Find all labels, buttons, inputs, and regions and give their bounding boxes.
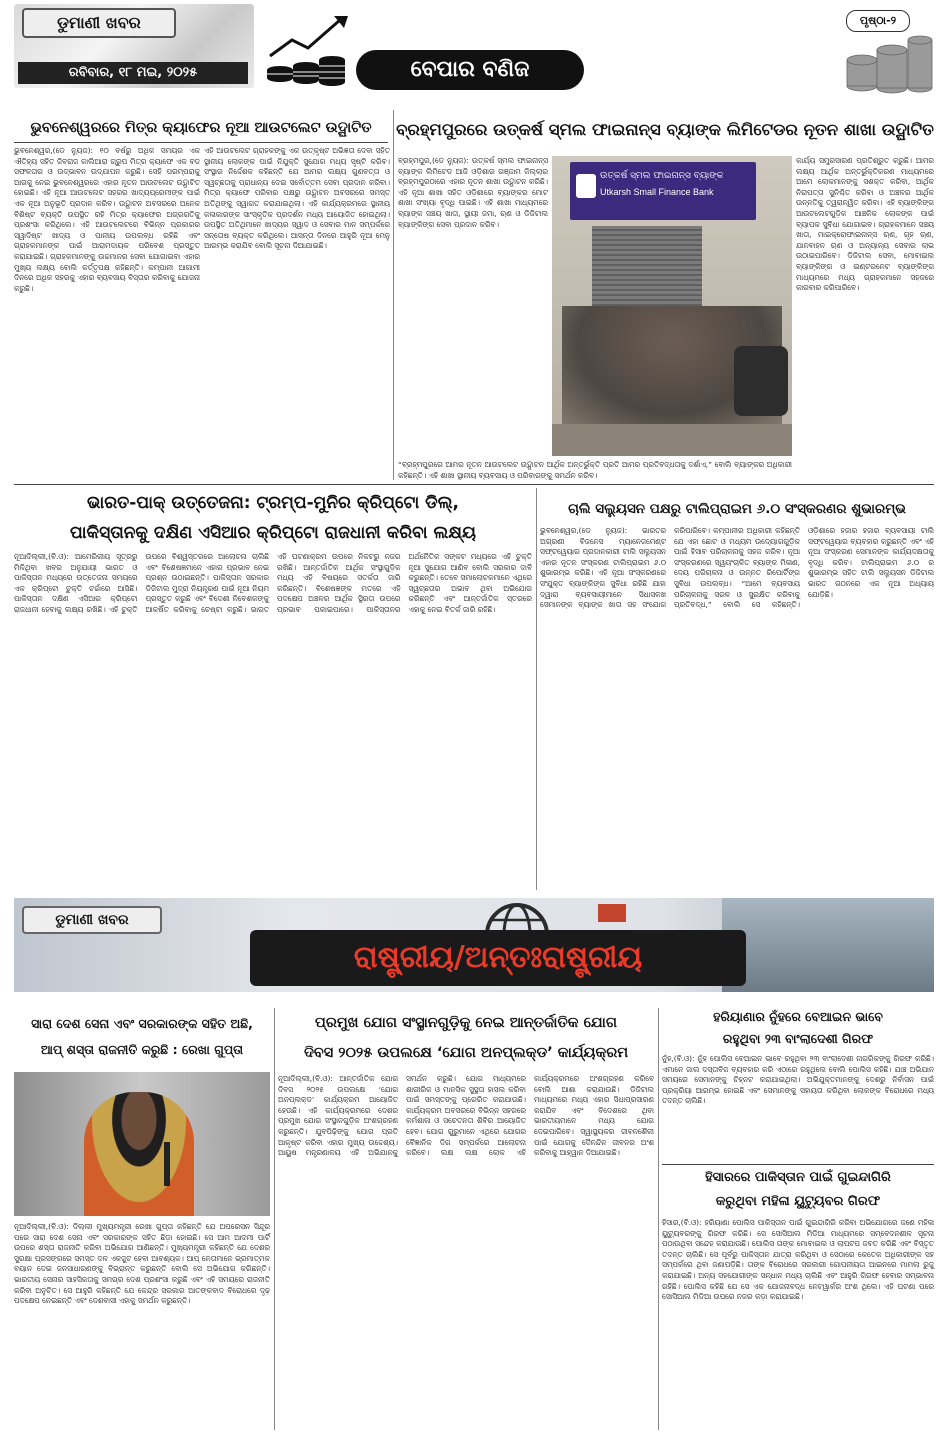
rekha-gupta-photo [14, 1072, 270, 1216]
article6-body: ନୂଆଦିଲ୍ଲୀ,(ବି.ଓ): ଆନ୍ତର୍ଜାତିକ ଯୋଗ ଦିବସ ୨୦୨୫ ଉପଲକ୍ଷେ ‘ଯୋଗ ଅନପ୍ଲକ୍ଡ’ କାର୍ଯ୍ୟକ୍ରମ ଆୟୋଜିତ ହେଉଛି। ଏହି କାର୍ଯ୍ୟକ୍ରମରେ ଦେଶର ପ୍ରମୁଖ ଯୋଗ ସଂସ୍ଥାନଗୁଡ଼ିକ ଅଂଶଗ୍ରହଣ କରୁଛନ୍ତି। ଯୁବପିଢ଼ିଙ୍କୁ ଯୋଗ ପ୍ରତି ଆକୃଷ୍ଟ କରିବା ଏହାର ମୁଖ୍ୟ ଉଦ୍ଦେଶ୍ୟ। ଆୟୁଷ ମନ୍ତ୍ରଣାଳୟ ଏହି ଅଭିଯାନକୁ ସମର୍ଥନ କରୁଛି। ଯୋଗ ମାଧ୍ୟମରେ ଶାରୀରିକ ଓ ମାନସିକ ସୁସ୍ଥତା ହାସଲ କରିବା ପାଇଁ ସମସ୍ତଙ୍କୁ ପ୍ରେରିତ କରାଯାଉଛି। କାର୍ଯ୍ୟକ୍ରମ ଅବସରରେ ବିଭିନ୍ନ ସହରରେ କର୍ମଶାଳା ଓ ସଚେତନତା ଶିବିର ଆୟୋଜିତ ହେବ। ଯୋଗ ଗୁରୁମାନେ ଏଥିରେ ଯୋଗର ବୈଜ୍ଞାନିକ ଦିଗ ସମ୍ପର୍କରେ ଆଲୋଚନା କରିବେ। ଲକ୍ଷ ଲକ୍ଷ ଲୋକ ଏହି କାର୍ଯ୍ୟକ୍ରମରେ ଅଂଶଗ୍ରହଣ କରିବେ ବୋଲି ଆଶା କରାଯାଉଛି। ଡିଜିଟାଲ ମାଧ୍ୟମରେ ମଧ୍ୟ ଏହାର ସିଧାପ୍ରସାରଣ କରାଯିବ ଏବଂ ବିଦେଶରେ ଥିବା ଭାରତୀୟମାନେ ମଧ୍ୟ ଯୋଗ ଦେଇପାରିବେ। ସ୍ୱାସ୍ଥ୍ୟକର ଜୀବନଶୈଳୀ ପାଇଁ ଯୋଗକୁ ଦୈନନ୍ଦିନ ଜୀବନର ଅଂଶ କରିବାକୁ ଆହ୍ୱାନ ଦିଆଯାଇଛି। [278, 1074, 657, 1158]
article8-body: ହିସାର,(ବି.ଓ): ହରିୟାଣା ପୋଲିସ ପାକିସ୍ତାନ ପାଇଁ ଗୁଇନ୍ଦାଗିରି କରିବା ଅଭିଯୋଗରେ ଜଣେ ମହିଳା ୟୁଟ୍ୟୁବରଙ୍କୁ ଗିରଫ କରିଛି। ସେ ସୋସିଆଲ ମିଡିଆ ମାଧ୍ୟମରେ ସମ୍ବେଦନଶୀଳ ସୂଚନା ପଠାଉଥିବା ସନ୍ଦେହ କରାଯାଉଛି। ପୋଲିସ ତାଙ୍କ ମୋବାଇଲ ଓ ଲାପଟପ ଜବତ କରିଛି ଏବଂ ବିସ୍ତୃତ ତଦନ୍ତ ଚାଲିଛି। ସେ ପୂର୍ବରୁ ପାକିସ୍ତାନ ଯାତ୍ରା କରିଥିବା ଓ ସେଠାରେ କେତେକ ଅଧିକାରୀଙ୍କ ସହ ସମ୍ପର୍କରେ ଥିବା ଜଣାପଡ଼ିଛି। ତାଙ୍କ ବିରୋଧରେ ସରକାରୀ ଗୋପନୀୟତା ଆଇନରେ ମାମଲା ରୁଜୁ କରାଯାଇଛି। ଅନ୍ୟ ସହଯୋଗୀଙ୍କ ସନ୍ଧାନ ମଧ୍ୟ ଚାଲିଛି ଏବଂ ଆହୁରି ଗିରଫ ହେବାର ସମ୍ଭାବନା ରହିଛି। ପୋଲିସ କହିଛି ଯେ ସେ ଏକ ଯୋଜନାବଦ୍ଧ ନେଟୱାର୍କର ଅଂଶ ଥିଲେ। ଏହି ଘଟଣା ପରେ ସୋସିଆଲ ମିଡିଆ ଉପରେ ନଜର କଡ଼ା କରାଯାଇଛି। [662, 1218, 937, 1302]
article8-headline-line1: ହିସାରରେ ପାକିସ୍ତାନ ପାଇଁ ଗୁଇନ୍ଦାଗିରି [705, 1170, 891, 1185]
article1-col1: ଭୁବନେଶ୍ୱର,(ଡେ ନ୍ୟୁଜ): ୧୦ ବର୍ଷରୁ ଅଧିକ ସମୟର ଏକ ଐତିହ୍ୟ ସହିତ ଜିବରାଜ କାଲିଆରା ଗ୍ରୁପ ମିତ୍ର କ୍ୟାଫେ ଏକ ବଡ ସଫଳତାର ଓ ଉଦ୍ଭାବନ ଉଦ୍‌ଯାପନ କରୁଛି। ସେହି ପରମ୍ପରାକୁ ଆଗକୁ ନେଇ ଭୁବନେଶ୍ୱରରେ ଏହାର ନୂତନ ଆଉଟଲେଟ ଉଦ୍ଘାଟିତ ହୋଇଛି। ଏହି ନୂଆ ଆଉଟଲେଟ ସହରର ଖାଦ୍ୟପ୍ରେମୀଙ୍କ ପାଇଁ ଏକ ନୂଆ ଅନୁଭୂତି ପ୍ରଦାନ କରିବ। ଉଦ୍ଘାଟନ ଅବସରରେ ଅନେକ ବିଶିଷ୍ଟ ବ୍ୟକ୍ତି ଉପସ୍ଥିତ ରହି ମିତ୍ର କ୍ୟାଫେର ଅଗ୍ରଗତିକୁ ପ୍ରଶଂସା କରିଥିଲେ। ଏହି ଆଉଟଲେଟରେ ବିଭିନ୍ନ ପ୍ରକାରର ସ୍ୱାଦିଷ୍ଟ ଖାଦ୍ୟ ଓ ପାନୀୟ ଉପଲବ୍ଧ ରହିଛି ଏବଂ ଗ୍ରାହକମାନଙ୍କ ପାଇଁ ଆରାମଦାୟକ ପରିବେଶ ପ୍ରସ୍ତୁତ କରାଯାଇଛି। ଗ୍ରାହକମାନଙ୍କୁ ଉଚ୍ଚମାନର ସେବା ଯୋଗାଇବା ଏହାର ମୁଖ୍ୟ ଲକ୍ଷ୍ୟ ବୋଲି କର୍ତ୍ତୃପକ୍ଷ କହିଛନ୍ତି। କମ୍ପାନୀ ଆଗାମୀ ଦିନରେ ଅଧିକ ସହରକୁ ଏହାର ବ୍ୟବସାୟ ବିସ୍ତାର କରିବାକୁ ଯୋଜନା କରୁଛି। [14, 146, 203, 293]
motorbike [734, 346, 788, 416]
coin-stack-icon [842, 30, 934, 94]
article1-rule [14, 142, 388, 143]
masthead-date: ରବିବାର, ୧୮ ମଇ, ୨୦୨୫ [18, 62, 248, 84]
flag-icon [598, 904, 626, 922]
page-number: ପୃଷ୍ଠା-୨ [846, 10, 910, 32]
column-divider [536, 488, 537, 890]
street-ground [552, 424, 792, 456]
column-divider [393, 110, 394, 480]
article2-headline: ବ୍ରହ୍ମପୁରରେ ଉତ୍କର୍ଷ ସ୍ମଲ ଫାଇନାନ୍ସ ବ୍ୟାଙ୍କ ଲିମିଟେଡର ନୂତନ ଶାଖା ଉଦ୍ଘାଟିତ [396, 120, 934, 139]
article5-headline-line1: ସାରା ଦେଶ ସେନା ଏବଂ ସରକାରଙ୍କ ସହିତ ଅଛି, [31, 1016, 253, 1031]
article6-headline-line2: ଦିବସ ୨୦୨୫ ଉପଲକ୍ଷେ ‘ଯୋଗ ଅନପ୍ଲକ୍ଡ’ କାର୍ଯ୍ୟକ୍ରମ [303, 1045, 629, 1061]
article7-headline-line1: ହରିୟାଣାର ନୁଁହରେ ବେଆଇନ ଭାବେ [713, 1009, 883, 1024]
article2-col3: କାର୍ଯ୍ୟ ସମ୍ପ୍ରସାରଣ ପ୍ରତିଶ୍ରୁତ କରୁଛି। ଆମର ଲକ୍ଷ୍ୟ ଆର୍ଥିକ ଅନ୍ତର୍ଭୁକ୍ତିକରଣ ମାଧ୍ୟମରେ ଆମେ ଲୋକମାନଙ୍କୁ ସଶକ୍ତ କରିବା, ଆର୍ଥିକ ନିରାପତ୍ତା ସୁନିଶ୍ଚିତ କରିବା ଓ ଅଞ୍ଚଳର ଆର୍ଥିକ ଉନ୍ନତିକୁ ତ୍ୱରାନ୍ୱିତ କରିବା। ଏହି ବ୍ୟାଙ୍କିଙ୍ଗ ଆଉଟଲେଟଗୁଡ଼ିକ ଆଞ୍ଚଳିକ ଲୋକଙ୍କ ପାଇଁ ବ୍ୟାପକ ସୁବିଧା ଯୋଗାଇବ। ଗ୍ରାହକମାନେ ସଞ୍ଚୟ ଖାତା, ମାଇକ୍ରୋଫାଇନାନ୍ସ ଋଣ, ଗୃହ ଋଣ, ଯାନବାହନ ଋଣ ଓ ଅନ୍ୟାନ୍ୟ ସେବାର ଲାଭ ଉଠାଇପାରିବେ। ଡିଜିଟାଲ ସେବା, ମୋବାଇଲ ବ୍ୟାଙ୍କିଙ୍ଗ ଓ ଇଣ୍ଟରନେଟ ବ୍ୟାଙ୍କିଙ୍ଗ ମାଧ୍ୟମରେ ମଧ୍ୟ ଗ୍ରାହକମାନେ ସହଜରେ କାରବାର କରିପାରିବେ। [796, 156, 937, 293]
article5-headline-line2: ଆପ୍ ଶସ୍ତା ରାଜନୀତି କରୁଛି : ରେଖା ଗୁପ୍ତା [40, 1042, 244, 1057]
speaker-figure [84, 1092, 194, 1216]
article2-col1: ବ୍ରହ୍ମପୁର,(ଡେ ନ୍ୟୁଜ): ଉତ୍କର୍ଷ ସ୍ମଲ ଫାଇନାନ୍ସ ବ୍ୟାଙ୍କ ଲିମିଟେଡ ଆଜି ଓଡ଼ିଶାର ଗଞ୍ଜାମ ଜିଲ୍ଲାର ବ୍ରହ୍ମପୁରଠାରେ ଏହାର ନୂତନ ଶାଖା ଉଦ୍ଘାଟନ କରିଛି। ଏହି ନୂଆ ଶାଖା ସହିତ ଓଡ଼ିଶାରେ ବ୍ୟାଙ୍କର ମୋଟ ଶାଖା ସଂଖ୍ୟା ବୃଦ୍ଧି ପାଇଛି। ଏହି ଶାଖା ମାଧ୍ୟମରେ ବ୍ୟାଙ୍କ ସଞ୍ଚୟ ଖାତା, ସ୍ଥାୟୀ ଜମା, ଋଣ ଓ ଡିଜିଟାଲ ବ୍ୟାଙ୍କିଙ୍ଗ ସେବା ପ୍ରଦାନ କରିବ। [398, 156, 551, 229]
column-divider [274, 1008, 275, 1430]
masthead-brand: ଡୁମାଣୀ ଖବର [22, 8, 176, 38]
article8-headline-line2: କରୁଥିବା ମହିଳା ୟୁଟ୍ୟୁବର ଗିରଫ [715, 1194, 881, 1209]
section-title: ବେପାର ବଣିଜ [410, 57, 530, 82]
article3-headline-line1: ଭାରତ-ପାକ୍ ଉତ୍ତେଜନା: ଟ୍ରମ୍ପ-ମୁନିର କ୍ରିପ୍ଟୋ ଡିଲ୍, [87, 493, 459, 513]
banner-buildings [722, 898, 934, 992]
article-separator [662, 1164, 934, 1165]
article1-col2: ଏହି ଆଉଟଲେଟ ଗ୍ରାହକଙ୍କୁ ଏକ ଉତ୍କୃଷ୍ଟ ଅଭିଜ୍ଞତା ଦେବା ସହିତ ସ୍ଥାନୀୟ ଲୋକଙ୍କ ପାଇଁ ନିଯୁକ୍ତି ସୁଯୋଗ ମଧ୍ୟ ସୃଷ୍ଟି କରିବ। ସଂସ୍ଥାର ନିର୍ଦ୍ଦେଶକ କହିଛନ୍ତି ଯେ ଆମର ଲକ୍ଷ୍ୟ ଗୁଣବତ୍ତା ଓ ସ୍ୱଚ୍ଛତାକୁ ପ୍ରାଧାନ୍ୟ ଦେଇ ସର୍ବୋତ୍ତମ ସେବା ପ୍ରଦାନ କରିବା। ମିତ୍ର କ୍ୟାଫେ ପରିବାର ପକ୍ଷରୁ ଉଦ୍ଘାଟନ ଅବସରରେ ସମସ୍ତ ଅତିଥିଙ୍କୁ ସ୍ୱାଗତ କରାଯାଇଥିଲା। ଏହି କାର୍ଯ୍ୟକ୍ରମରେ ସ୍ଥାନୀୟ କଳାକାରଙ୍କ ସାଂସ୍କୃତିକ ପ୍ରଦର୍ଶନ ମଧ୍ୟ ଆୟୋଜିତ ହୋଇଥିଲା। ଉପସ୍ଥିତ ଅତିଥିମାନେ ଖାଦ୍ୟର ସ୍ୱାଦ ଓ ସେବାର ମାନ ସମ୍ପର୍କରେ ସନ୍ତୋଷ ବ୍ୟକ୍ତ କରିଥିଲେ। ଆସନ୍ତା ଦିନରେ ଆହୁରି ନୂଆ ମେନୁ ଆରମ୍ଭ କରାଯିବ ବୋଲି ସୂଚନା ଦିଆଯାଇଛି। [204, 146, 393, 251]
article4-headline: ଚାଲି ସଲ୍ୟୁସନ ପକ୍ଷରୁ ଟାଲିପ୍ରାଇମ ୬.୦ ସଂସ୍କରଣର ଶୁଭାରମ୍ଭ [568, 501, 906, 517]
article3-body: ନୂଆଦିଲ୍ଲୀ,(ବି.ଓ): ଆମେରିକୀୟ ସୂତ୍ରରୁ ମିଳିଥିବା ଖବର ଅନୁଯାୟୀ ଭାରତ ଓ ପାକିସ୍ତାନ ମଧ୍ୟରେ ଉତ୍ତେଜନା ସମୟରେ ଏକ କ୍ରିପ୍ଟୋ ଚୁକ୍ତି ଚର୍ଚ୍ଚାରେ ଆସିଛି। ପାକିସ୍ତାନ ଦକ୍ଷିଣ ଏସିଆର କ୍ରିପ୍ଟୋ ରାଜଧାନୀ ହେବାକୁ ଲକ୍ଷ୍ୟ ରଖିଛି। ଏହି ଚୁକ୍ତି ଉପରେ ବିଶ୍ୱସ୍ତରରେ ଆଲୋଚନା ଚାଲିଛି ଏବଂ ବିଶେଷଜ୍ଞମାନେ ଏହାର ପ୍ରଭାବ ନେଇ ପ୍ରଶ୍ନ ଉଠାଇଛନ୍ତି। ପାକିସ୍ତାନ ସରକାର ଡିଜିଟାଲ ମୁଦ୍ରା ନିୟନ୍ତ୍ରଣ ପାଇଁ ନୂଆ ନିୟମ ପ୍ରସ୍ତୁତ କରୁଛି ଏବଂ ବିଦେଶୀ ନିବେଶକଙ୍କୁ ଆକର୍ଷିତ କରିବାକୁ ଚେଷ୍ଟା କରୁଛି। ଭାରତ ଏହି ଘଟଣାକ୍ରମ ଉପରେ ନିକଟରୁ ନଜର ରଖିଛି। ଆନ୍ତର୍ଜାତିକ ଆର୍ଥିକ ସଂସ୍ଥାଗୁଡ଼ିକ ମଧ୍ୟ ଏହି ବିଷୟରେ ସତର୍କତା ଜାରି କରିଛନ୍ତି। ବିଶେଷଜ୍ଞଙ୍କ ମତରେ ଏହି ପଦକ୍ଷେପ ଅଞ୍ଚଳର ଆର୍ଥିକ ସ୍ଥିରତା ଉପରେ ପ୍ରଭାବ ପକାଇପାରେ। ପାକିସ୍ତାନର ଅର୍ଥନୈତିକ ସଙ୍କଟ ମଧ୍ୟରେ ଏହି ଚୁକ୍ତି ନୂଆ ସୁଯୋଗ ଆଣିବ ବୋଲି ସରକାର ଦାବି କରୁଛନ୍ତି। ତେବେ ସମାଲୋଚକମାନେ ଏଥିରେ ସ୍ୱଚ୍ଛତାର ଅଭାବ ଥିବା ଅଭିଯୋଗ କରିଛନ୍ତି ଏବଂ ଆନ୍ତର୍ଜାତିକ ସ୍ତରରେ ଏହାକୁ ନେଇ ବିତର୍କ ଜାରି ରହିଛି। [14, 552, 535, 614]
article6-headline-line1: ପ୍ରମୁଖ ଯୋଗ ସଂସ୍ଥାନଗୁଡ଼ିକୁ ନେଇ ଆନ୍ତର୍ଜାତିକ ଯୋଗ [315, 1015, 617, 1031]
bank-signboard [570, 162, 756, 220]
section2-title: ରାଷ୍ଟ୍ରୀୟ/ଅନ୍ତଃରାଷ୍ଟ୍ରୀୟ [353, 940, 643, 975]
column-divider [658, 1008, 659, 1430]
article7-headline-line2: ରହୁଥିବା ୨୩ ବାଂଲାଦେଶୀ ଗିରଫ [722, 1031, 874, 1046]
microphone-icon [164, 1142, 170, 1186]
masthead [0, 0, 945, 96]
article5-body: ନୂଆଦିଲ୍ଲୀ,(ବି.ଓ): ଦିଲ୍ଲୀ ମୁଖ୍ୟମନ୍ତ୍ରୀ ରେଖା ଗୁପ୍ତା କହିଛନ୍ତି ଯେ ଅପରେସନ ସିନ୍ଦୂର ପରେ ସାରା ଦେଶ ସେନା ଏବଂ ସରକାରଙ୍କ ସହିତ ଛିଡ଼ା ହୋଇଛି। ସେ ଆମ ଆଦମୀ ପାର୍ଟି ଉପରେ ଶସ୍ତା ରାଜନୀତି କରିବା ଅଭିଯୋଗ ଆଣିଛନ୍ତି। ମୁଖ୍ୟମନ୍ତ୍ରୀ କହିଛନ୍ତି ଯେ ଦେଶର ସୁରକ୍ଷା ପ୍ରସଙ୍ଗରେ ସମସ୍ତ ଦଳ ଏକଜୁଟ ହେବା ଆବଶ୍ୟକ। ଆପ୍ ନେତାମାନେ ଭ୍ରମାତ୍ମକ ବୟାନ ଦେଇ ଜନସାଧାରଣଙ୍କୁ ବିଭ୍ରାନ୍ତ କରୁଛନ୍ତି ବୋଲି ସେ ଅଭିଯୋଗ କରିଛନ୍ତି। ଭାରତୀୟ ସେନାର ସାହସିକତାକୁ ସମଗ୍ର ଦେଶ ପ୍ରଶଂସା କରୁଛି ଏବଂ ଏହି ସମୟରେ ରାଜନୀତି କରିବା ଅନୁଚିତ। ସେ ଆହୁରି କହିଛନ୍ତି ଯେ କେନ୍ଦ୍ର ସରକାର ଆତଙ୍କବାଦ ବିରୋଧରେ ଦୃଢ଼ ପଦକ୍ଷେପ ନେଇଛନ୍ତି ଏବଂ ଦେଶବାସୀ ଏହାକୁ ସମର୍ଥନ କରୁଛନ୍ତି। [14, 1222, 273, 1306]
bank-branch-photo [552, 156, 792, 456]
article3-headline-line2: ପାକିସ୍ତାନକୁ ଦକ୍ଷିଣ ଏସିଆର କ୍ରିପ୍ଟୋ ରାଜଧାନୀ କରିବା ଲକ୍ଷ୍ୟ [69, 523, 477, 543]
section2-brand: ଡୁମାଣୀ ଖବର [22, 906, 162, 934]
article1-headline: ଭୁବନେଶ୍ୱରରେ ମିତ୍ର କ୍ୟାଫେର ନୂଆ ଆଉଟଲେଟ ଉଦ୍ଘାଟିତ [30, 120, 372, 136]
shutter-door [592, 226, 702, 306]
bank-logo-icon [576, 174, 596, 198]
section-rule-1 [14, 484, 934, 485]
article7-body: ନୁଁହ,(ବି.ଓ): ନୁଁହ ପୋଲିସ ବେଆଇନ ଭାବେ ରହୁଥିବା ୨୩ ବାଂଲାଦେଶୀ ନାଗରିକଙ୍କୁ ଗିରଫ କରିଛି। ଏମାନେ ଜାଲ ଦସ୍ତାବିଜ ବ୍ୟବହାର କରି ଏଠାରେ ରହୁଥିଲେ ବୋଲି ପୋଲିସ କହିଛି। ଯାଞ୍ଚ ଅଭିଯାନ ସମୟରେ ସେମାନଙ୍କୁ ଚିହ୍ନଟ କରାଯାଇଥିଲା। ଅଭିଯୁକ୍ତମାନଙ୍କୁ ଦେଶରୁ ନିର୍ବାସନ ପାଇଁ ପ୍ରକ୍ରିୟା ଆରମ୍ଭ ହୋଇଛି ଏବଂ ସେମାନଙ୍କୁ ସହାୟତା କରିଥିବା ଲୋକଙ୍କ ବିରୋଧରେ ମଧ୍ୟ ତଦନ୍ତ ଚାଲିଛି। [662, 1054, 937, 1106]
growth-coins-icon [262, 10, 354, 92]
bank-sign-odia: ଉତ୍କର୍ଷ ସ୍ମଲ ଫାଇନାନ୍ସ ବ୍ୟାଙ୍କ [600, 171, 724, 181]
article2-quote: “ବ୍ରହ୍ମପୁରରେ ଆମର ନୂତନ ଆଉଟଲେଟ ଉଦ୍ଘାଟନ ଆର୍ଥିକ ଅନ୍ତର୍ଭୁକ୍ତି ପ୍ରତି ଆମର ପ୍ରତିବଦ୍ଧତାକୁ ଦର୍ଶାଏ,” ବୋଲି ବ୍ୟାଙ୍କର ଅଧିକାରୀ କହିଛନ୍ତି। ଏହି ଶାଖା ସ୍ଥାନୀୟ ବ୍ୟବସାୟ ଓ ପରିବାରଙ୍କୁ ସମର୍ଥନ କରିବ। [398, 460, 795, 480]
article4-body: ଭୁବନେଶ୍ୱର,(ଡେ ନ୍ୟୁଜ): ଭାରତର ଅଗ୍ରଣୀ ବିଜନେସ ମ୍ୟାନେଜମେଣ୍ଟ ସଫ୍ଟୱେୟାର ପ୍ରଦାନକାରୀ ଟାଲି ସଲ୍ୟୁସନ ଏହାର ନୂତନ ସଂସ୍କରଣ ଟାଲିପ୍ରାଇମ ୬.୦ ଶୁଭାରମ୍ଭ କରିଛି। ଏହି ନୂଆ ସଂସ୍କରଣରେ ସଂଯୁକ୍ତ ବ୍ୟାଙ୍କିଙ୍ଗ ସୁବିଧା ରହିଛି ଯାହା ଦ୍ୱାରା ବ୍ୟବସାୟୀମାନେ ସିଧାସଳଖ ସେମାନଙ୍କ ବ୍ୟାଙ୍କ ଖାତା ସହ ସଂଯୋଗ କରିପାରିବେ। କମ୍ପାନୀର ଅଧିକାରୀ କହିଛନ୍ତି ଯେ ଏହା ଛୋଟ ଓ ମଧ୍ୟମ ଉଦ୍ୟୋଗଗୁଡ଼ିକ ପାଇଁ ହିସାବ ପରିଚାଳନାକୁ ସହଜ କରିବ। ନୂଆ ସଂସ୍କରଣରେ ସ୍ୱୟଂଚାଳିତ ବ୍ୟାଙ୍କ ମିଳାଣ, ଦେୟ ପରିଚାଳନା ଓ ଉନ୍ନତ ରିପୋର୍ଟିଙ୍ଗ ସୁବିଧା ଉପଲବ୍ଧ। “ଆମେ ବ୍ୟବସାୟ ପରିଚାଳନାକୁ ସରଳ ଓ ସୁରକ୍ଷିତ କରିବାକୁ ପ୍ରତିବଦ୍ଧ,” ବୋଲି ସେ କହିଛନ୍ତି। ଓଡ଼ିଶାରେ ହଜାର ହଜାର ବ୍ୟବସାୟୀ ଟାଲି ସଫ୍ଟୱେୟାର ବ୍ୟବହାର କରୁଛନ୍ତି ଏବଂ ଏହି ନୂଆ ସଂସ୍କରଣ ସେମାନଙ୍କ କାର୍ଯ୍ୟଦକ୍ଷତାକୁ ବୃଦ୍ଧି କରିବ। ଟାଲିପ୍ରାଇମ ୬.୦ ର ଶୁଭାରମ୍ଭ ସହିତ ଟାଲି ସଲ୍ୟୁସନ ଡିଜିଟାଲ ଭାରତ ଗଠନରେ ଏକ ନୂଆ ଅଧ୍ୟାୟ ଯୋଡ଼ିଛି। [540, 526, 937, 610]
bank-sign-english: Utkarsh Small Finance Bank [600, 187, 714, 197]
